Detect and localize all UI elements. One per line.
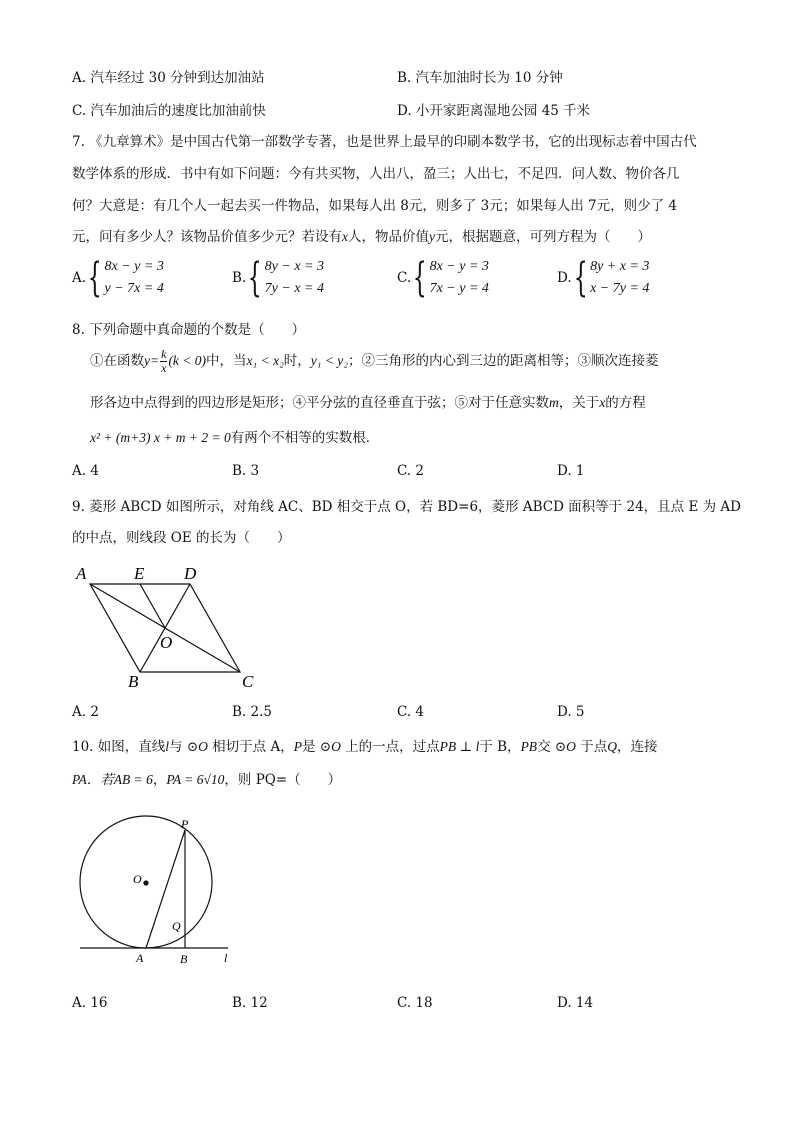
q6-option-c: C. 汽车加油后的速度比加油前快 <box>72 103 266 119</box>
q9-option-c: C. 4 <box>397 704 425 720</box>
label-a: A <box>136 951 144 965</box>
center-dot <box>143 880 148 885</box>
q7-stem-line1: 7. 《九章算术》是中国古代第一部数学专著，也是世界上最早的印刷本数学书，它的出现标志着中国古代 <box>72 134 697 150</box>
q8-statement-line2: 形各边中点得到的四边形是矩形；④平分弦的直径垂直于弦；⑤对于任意实数m，关于x的方程 <box>90 395 646 411</box>
q7-option-d: D. { 8y + x = 3 x − 7y = 4 <box>557 255 650 301</box>
q6-option-b: B. 汽车加油时长为 10 分钟 <box>397 70 563 86</box>
q7-var-y: y <box>429 229 435 244</box>
q7-stem-line2: 数学体系的形成．书中有如下问题：今有共买物，人出八，盈三；人出七，不足四．问人数、物价各几 <box>72 166 680 182</box>
q9-option-d: D. 5 <box>557 704 585 720</box>
q6-option-d: D. 小开家距离湿地公园 45 千米 <box>397 103 591 119</box>
q10-stem-line2: PA．若AB = 6，PA = 6√10，则 PQ=（ ） <box>72 772 342 788</box>
q8-option-a: A. 4 <box>72 463 99 479</box>
q8-option-d: D. 1 <box>557 463 585 479</box>
q8-option-c: C. 2 <box>397 463 425 479</box>
q9-option-b: B. 2.5 <box>232 704 272 720</box>
brace-icon: { <box>247 255 262 301</box>
q7-option-b: B. { 8y − x = 3 7y − x = 4 <box>232 255 324 301</box>
q7-stem-line4: 元，问有多少人？该物品价值多少元？若设有x人，物品价值y元，根据题意，可列方程为（ ） <box>72 229 651 245</box>
q9-option-a: A. 2 <box>72 704 99 720</box>
rhombus-figure <box>70 560 270 690</box>
q7-var-x: x <box>342 229 348 244</box>
label-d: D <box>184 564 197 583</box>
q7-option-c: C. { 8x − y = 3 7x − y = 4 <box>397 255 489 301</box>
q8-statement-line3: x² + (m+3) x + m + 2 = 0有两个不相等的实数根． <box>90 430 380 446</box>
label-p: P <box>181 817 189 831</box>
label-b: B <box>128 672 139 690</box>
brace-icon: { <box>412 255 427 301</box>
q10-option-a: A. 16 <box>72 995 108 1011</box>
q9-stem-line2: 的中点，则线段 OE 的长为（ ） <box>72 530 291 546</box>
circle-tangent-figure <box>74 815 254 970</box>
label-q: Q <box>172 919 181 933</box>
brace-icon: { <box>573 255 588 301</box>
q8-option-b: B. 3 <box>232 463 260 479</box>
q7-stem-line3: 何？大意是：有几个人一起去买一件物品，如果每人出 8元，则多了 3元；如果每人出 7元，则少了 4 <box>72 198 678 214</box>
label-b: B <box>180 952 188 966</box>
q8-statement-line1: ①在函数y= $\frac{k}{x}$ (k < 0)中，当x₁ < x₂时，y₁ < y₂；②三角形的内心到三边的距离相等；③顺次连接菱 <box>90 347 659 375</box>
label-c: C <box>242 672 254 690</box>
label-o: O <box>160 633 173 652</box>
brace-icon: { <box>87 255 102 301</box>
q10-option-b: B. 12 <box>232 995 268 1011</box>
q10-option-c: C. 18 <box>397 995 433 1011</box>
q8-stem: 8. 下列命题中真命题的个数是（ ） <box>72 322 306 338</box>
label-e: E <box>134 564 145 583</box>
q7-option-a: A. { 8x − y = 3 y − 7x = 4 <box>72 255 164 301</box>
label-a: A <box>76 564 87 583</box>
label-o: O <box>133 872 142 886</box>
q6-option-a: A. 汽车经过 30 分钟到达加油站 <box>72 70 265 86</box>
fraction-k-over-x: $\frac{k}{x}$ <box>161 347 167 375</box>
q10-option-d: D. 14 <box>557 995 594 1011</box>
label-l: l <box>224 951 228 965</box>
segment-oe <box>140 584 165 628</box>
q10-stem-line1: 10. 如图，直线l与 ⊙O 相切于点 A，P是 ⊙O 上的一点，过点PB ⊥ l于 B，PB交 ⊙O 于点Q，连接 <box>72 739 658 755</box>
q9-stem-line1: 9. 菱形 ABCD 如图所示，对角线 AC、BD 相交于点 O，若 BD=6，菱形 ABCD 面积等于 24，且点 E 为 AD <box>72 499 741 515</box>
